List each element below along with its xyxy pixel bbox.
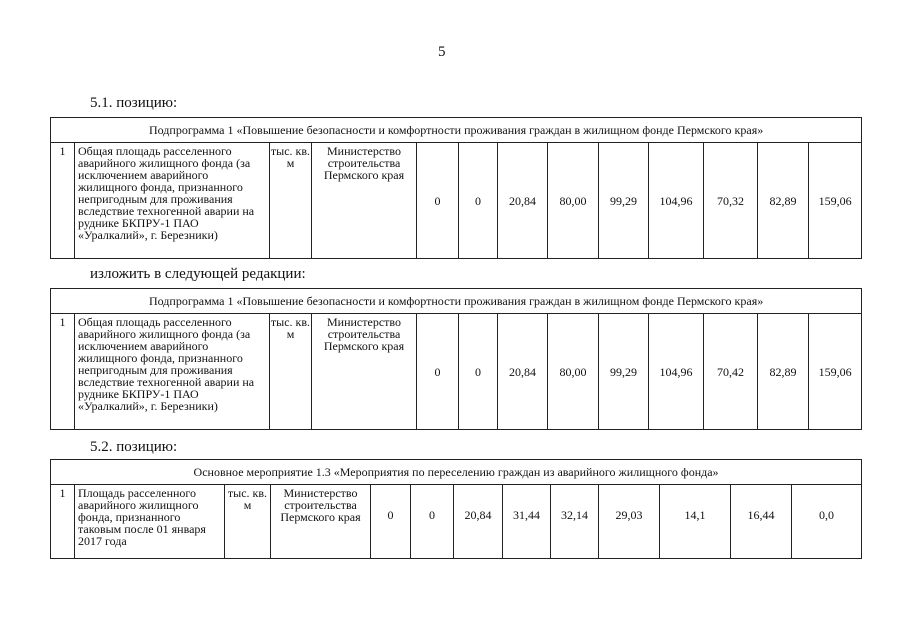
value-cell: 99,29 — [599, 314, 649, 430]
unit-cell: тыс. кв. м — [225, 485, 271, 559]
value-cell: 0,0 — [792, 485, 862, 559]
row-number: 1 — [51, 314, 75, 430]
value-cell: 80,00 — [548, 143, 599, 259]
value-cell: 20,84 — [498, 143, 548, 259]
table-row — [51, 143, 862, 259]
value-cell: 32,14 — [551, 485, 599, 559]
value-cell: 0 — [417, 314, 459, 430]
value-cell: 82,89 — [758, 143, 809, 259]
value-cell: 70,42 — [704, 314, 758, 430]
row-number: 1 — [51, 143, 75, 259]
value-cell: 80,00 — [548, 314, 599, 430]
table-2 — [50, 288, 862, 430]
value-cell: 0 — [411, 485, 454, 559]
ministry-cell: Министерство строительства Пермского края — [271, 485, 371, 559]
value-cell: 82,89 — [758, 314, 809, 430]
indicator-name: Площадь расселенного аварийного жилищного фонда, признанного таковым после 01 января 2017 года — [75, 485, 225, 559]
table-row — [51, 485, 862, 559]
value-cell: 29,03 — [599, 485, 660, 559]
value-cell: 159,06 — [809, 314, 862, 430]
value-cell: 16,44 — [731, 485, 792, 559]
table-2-header: Подпрограмма 1 «Повышение безопасности и комфортности проживания граждан в жилищном фонде Пермского края» — [51, 289, 862, 314]
value-cell: 14,1 — [660, 485, 731, 559]
table-1-header: Подпрограмма 1 «Повышение безопасности и комфортности проживания граждан в жилищном фонде Пермского края» — [51, 118, 862, 143]
ministry-cell: Министерство строительства Пермского края — [312, 143, 417, 259]
unit-cell: тыс. кв. м — [270, 143, 312, 259]
unit-cell: тыс. кв. м — [270, 314, 312, 430]
table-1 — [50, 117, 862, 259]
value-cell: 20,84 — [454, 485, 503, 559]
value-cell: 70,32 — [704, 143, 758, 259]
value-cell: 0 — [371, 485, 411, 559]
value-cell: 0 — [459, 143, 498, 259]
replace-label: изложить в следующей редакции: — [90, 266, 306, 282]
value-cell: 104,96 — [649, 143, 704, 259]
value-cell: 159,06 — [809, 143, 862, 259]
value-cell: 20,84 — [498, 314, 548, 430]
value-cell: 31,44 — [503, 485, 551, 559]
table-row — [51, 314, 862, 430]
value-cell: 104,96 — [649, 314, 704, 430]
value-cell: 0 — [417, 143, 459, 259]
indicator-name: Общая площадь расселенного аварийного жилищного фонда (за исключением аварийного жилищного фонда, признанного непригодным для проживания вследствие техногенной аварии на руднике БКПРУ-1 ПАО «Уралкалий», г. Березники) — [75, 314, 270, 430]
indicator-name: Общая площадь расселенного аварийного жилищного фонда (за исключением аварийного жилищного фонда, признанного непригодным для проживания вследствие техногенной аварии на руднике БКПРУ-1 ПАО «Уралкалий», г. Березники) — [75, 143, 270, 259]
table-3-header: Основное мероприятие 1.3 «Мероприятия по переселению граждан из аварийного жилищного фонда» — [51, 460, 862, 485]
row-number: 1 — [51, 485, 75, 559]
section-1-label: 5.1. позицию: — [90, 95, 178, 111]
value-cell: 99,29 — [599, 143, 649, 259]
section-2-label: 5.2. позицию: — [90, 439, 178, 455]
table-3 — [50, 459, 862, 559]
value-cell: 0 — [459, 314, 498, 430]
ministry-cell: Министерство строительства Пермского края — [312, 314, 417, 430]
page-number: 5 — [438, 44, 446, 60]
